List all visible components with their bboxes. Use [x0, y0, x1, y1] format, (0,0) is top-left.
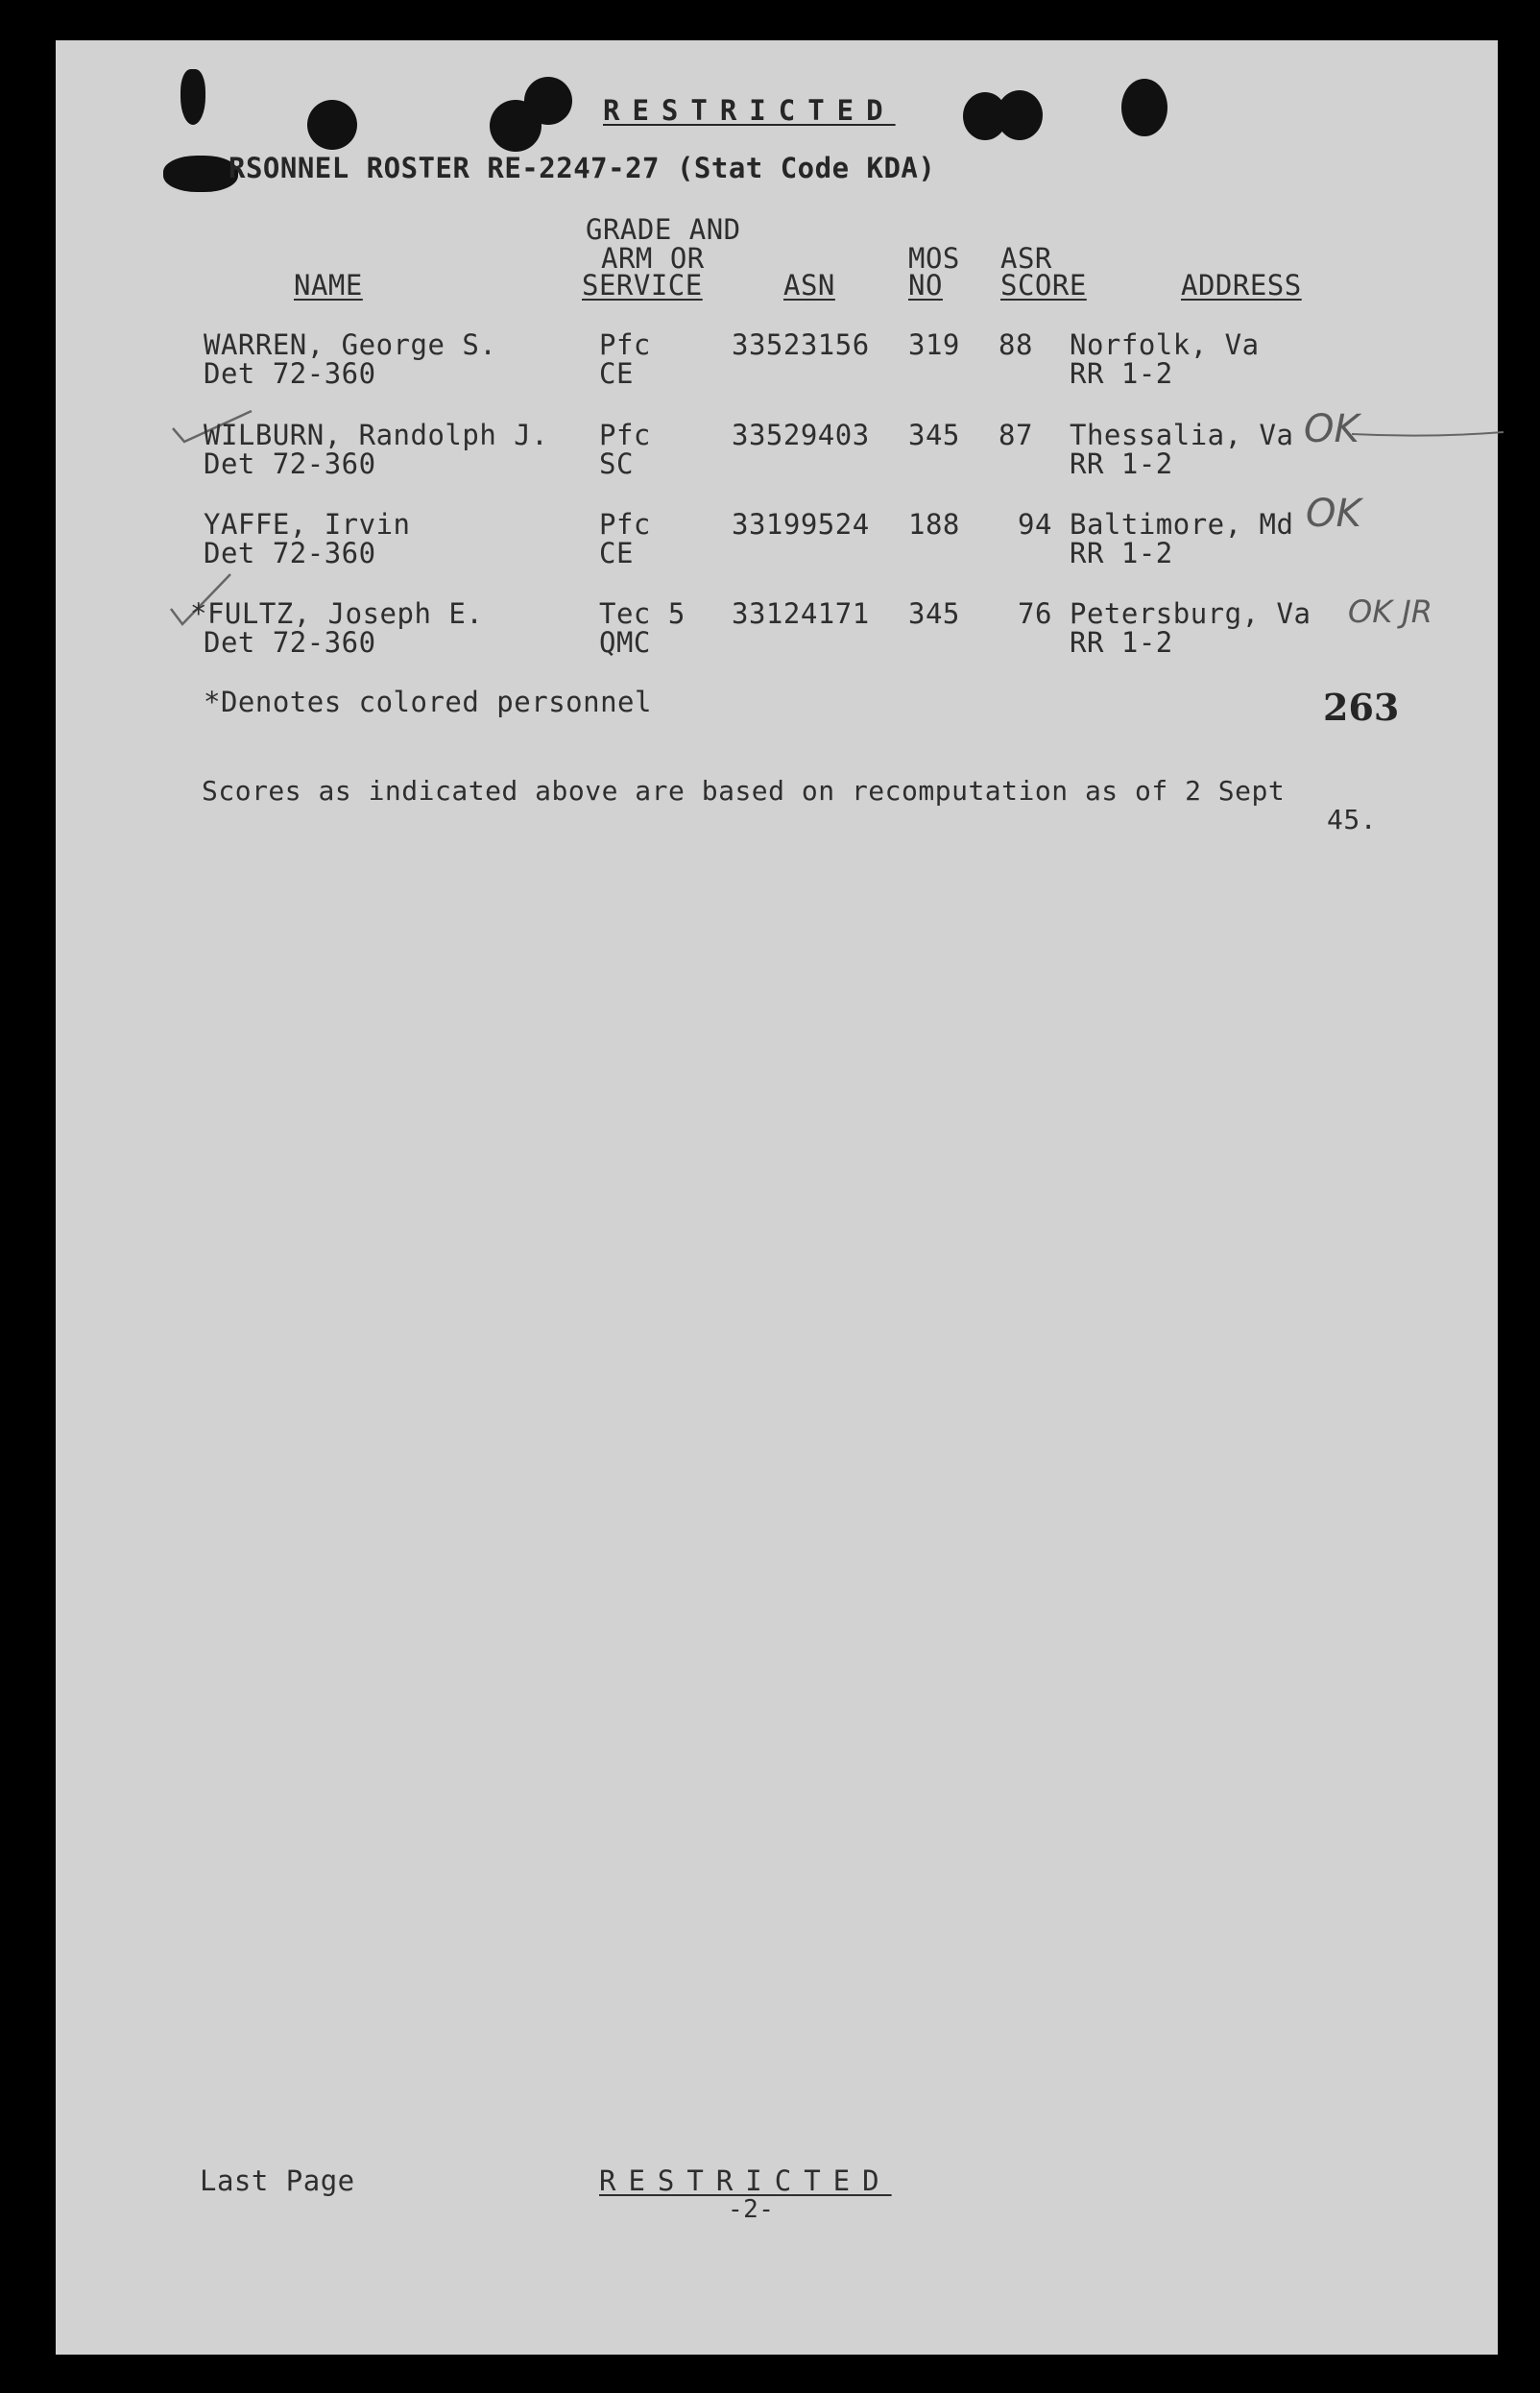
row-asn: 33529403	[732, 419, 870, 451]
row-mos: 345	[908, 419, 960, 451]
row-unit: Det 72-360	[204, 447, 376, 480]
col-asn-header: ASN	[783, 269, 835, 302]
page-number: -2-	[728, 2195, 775, 2224]
footnote: *Denotes colored personnel	[204, 686, 652, 718]
row-asn: 33523156	[732, 328, 870, 361]
row-rr: RR 1-2	[1070, 447, 1173, 480]
row-service: SC	[599, 447, 634, 480]
row-grade: Pfc	[599, 328, 651, 361]
row-grade: Tec 5	[599, 597, 686, 630]
row-rr: RR 1-2	[1070, 357, 1173, 390]
roster-title: RSONNEL ROSTER RE-2247-27 (Stat Code KDA)	[229, 152, 936, 184]
col-grade-header-3: SERVICE	[582, 269, 703, 302]
ink-blot	[180, 69, 205, 125]
row-name: WARREN, George S.	[204, 328, 497, 361]
row-grade: Pfc	[599, 508, 651, 541]
row-score: 76	[1018, 597, 1052, 630]
col-name-header: NAME	[294, 269, 363, 302]
row-service: CE	[599, 357, 634, 390]
row-rr: RR 1-2	[1070, 626, 1173, 659]
row-score: 88	[999, 328, 1033, 361]
row-grade: Pfc	[599, 419, 651, 451]
handwritten-annotation: OK	[1304, 407, 1360, 451]
row-mos: 188	[908, 508, 960, 541]
row-unit: Det 72-360	[204, 626, 376, 659]
handwritten-annotation: OK	[1306, 492, 1361, 536]
col-address-header: ADDRESS	[1181, 269, 1302, 302]
row-service: QMC	[599, 626, 651, 659]
row-mos: 319	[908, 328, 960, 361]
ink-blot	[163, 156, 238, 192]
punch-hole	[307, 100, 357, 150]
row-unit: Det 72-360	[204, 357, 376, 390]
handwritten-annotation: OK JR	[1348, 593, 1433, 630]
col-asr-header-2: SCORE	[1000, 269, 1087, 302]
row-asn: 33199524	[732, 508, 870, 541]
punch-hole	[1121, 79, 1167, 136]
row-asn: 33124171	[732, 597, 870, 630]
row-address: Petersburg, Va	[1070, 597, 1311, 630]
row-mos: 345	[908, 597, 960, 630]
col-grade-header-2: ARM OR	[601, 242, 705, 275]
row-address: Norfolk, Va	[1070, 328, 1260, 361]
scores-note-year: 45.	[1327, 804, 1378, 835]
row-score: 94	[1018, 508, 1052, 541]
row-service: CE	[599, 537, 634, 569]
scores-note: Scores as indicated above are based on recomputation as of 2 Sept	[202, 775, 1286, 807]
col-grade-header-1: GRADE AND	[586, 213, 741, 246]
classification-footer: RESTRICTED	[599, 2164, 892, 2197]
row-name: WILBURN, Randolph J.	[204, 419, 549, 451]
classification-header: RESTRICTED	[603, 94, 896, 127]
row-score: 87	[999, 419, 1033, 451]
col-mos-header-1: MOS	[908, 242, 960, 275]
last-page-label: Last Page	[200, 2164, 355, 2197]
row-address: Baltimore, Md	[1070, 508, 1294, 541]
document-page	[56, 40, 1498, 2355]
row-name: YAFFE, Irvin	[204, 508, 411, 541]
punch-hole	[524, 77, 572, 125]
pen-stroke	[1352, 424, 1505, 444]
col-mos-header-2: NO	[908, 269, 943, 302]
row-rr: RR 1-2	[1070, 537, 1173, 569]
stamp-number: 263	[1323, 686, 1400, 729]
row-unit: Det 72-360	[204, 537, 376, 569]
row-name: *FULTZ, Joseph E.	[190, 597, 484, 630]
punch-hole	[997, 90, 1043, 140]
row-address: Thessalia, Va	[1070, 419, 1294, 451]
col-asr-header-1: ASR	[1000, 242, 1052, 275]
